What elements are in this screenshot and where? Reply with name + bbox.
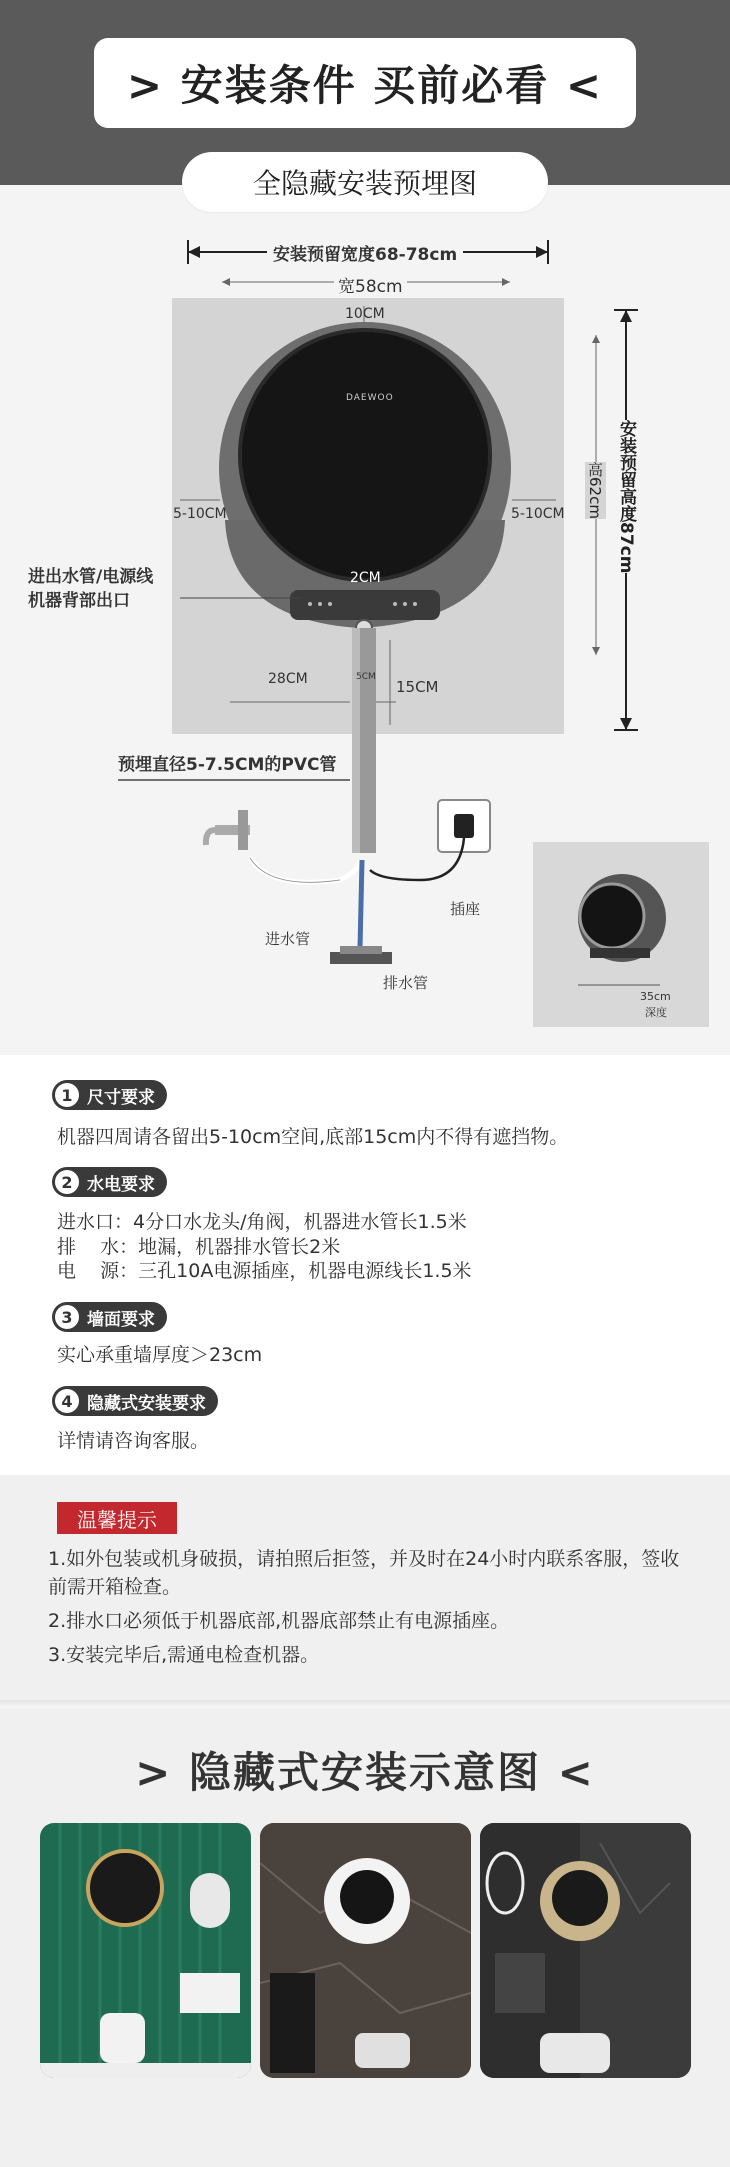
requirement-text: 排 水：地漏，机器排水管长2米 — [57, 1236, 341, 1258]
reserved-height-label: 安装预留高度87cm — [614, 420, 639, 573]
top-gap-label: 10CM — [345, 306, 385, 322]
requirement-heading — [52, 1167, 167, 1197]
pipe-width-label: 5CM — [356, 672, 376, 682]
install-illustration-title: > 隐藏式安装示意图 < — [135, 1748, 595, 1797]
bathroom-photo-dark — [480, 1823, 691, 2078]
tip-item: 3.安装完毕后,需通电检查机器。 — [48, 1644, 320, 1666]
drain-label: 排水管 — [383, 974, 429, 992]
requirement-text: 实心承重墙厚度＞23cm — [57, 1344, 263, 1366]
pipe-gap-label: 2CM — [350, 570, 381, 586]
requirement-title: 尺寸要求 — [87, 1087, 155, 1108]
requirement-text: 进水口：4分口水龙头/角阀，机器进水管长1.5米 — [57, 1211, 467, 1233]
tip-item: 2.排水口必须低于机器底部,机器底部禁止有电源插座。 — [48, 1610, 510, 1632]
tips-section — [0, 1475, 730, 1705]
bathroom-photo-green — [40, 1823, 251, 2078]
tip-item: 1.如外包装或机身破损，请拍照后拒签，并及时在24小时内联系客服，签收前需开箱检查。 — [48, 1548, 680, 1598]
section-divider — [0, 1700, 730, 1708]
pvc-pipe-label: 预埋直径5-7.5CM的PVC管 — [118, 755, 337, 775]
bottom-gap-label: 15CM — [396, 678, 439, 696]
brand-logo: DAEWOO — [346, 393, 394, 403]
requirement-number: 4 — [55, 1389, 79, 1413]
page-title: > 安装条件 买前必看 < — [94, 38, 636, 128]
pipe-exit-label: 进出水管/电源线 机器背部出口 — [28, 567, 154, 611]
inner-height-label: 高62cm — [586, 462, 604, 519]
requirement-text: 详情请咨询客服。 — [57, 1430, 210, 1452]
depth-label: 35cm — [640, 990, 671, 1003]
socket-label: 插座 — [450, 900, 481, 918]
requirement-text: 机器四周请各留出5-10cm空间,底部15cm内不得有遮挡物。 — [57, 1126, 569, 1148]
right-gap-label: 5-10CM — [511, 506, 565, 522]
requirement-number: 3 — [55, 1305, 79, 1329]
requirement-number: 2 — [55, 1170, 79, 1194]
requirement-title: 墙面要求 — [87, 1309, 155, 1330]
reserved-width-label: 安装预留宽度68-78cm — [267, 240, 463, 265]
requirement-heading — [52, 1302, 167, 1332]
inlet-label: 进水管 — [265, 930, 311, 948]
inner-width-label: 宽58cm — [334, 272, 407, 297]
depth-word: 深度 — [645, 1006, 667, 1019]
requirement-heading — [52, 1386, 218, 1416]
requirement-title: 水电要求 — [87, 1174, 155, 1195]
diagram-subtitle: 全隐藏安装预埋图 — [182, 152, 548, 212]
left-offset-label: 28CM — [268, 671, 308, 687]
bathroom-photo-marble — [260, 1823, 471, 2078]
requirement-text: 电 源：三孔10A电源插座，机器电源线长1.5米 — [57, 1260, 472, 1282]
requirement-number: 1 — [55, 1083, 79, 1107]
requirement-title: 隐藏式安装要求 — [87, 1393, 206, 1414]
left-gap-label: 5-10CM — [173, 506, 227, 522]
tips-badge: 温馨提示 — [57, 1502, 177, 1534]
requirement-heading — [52, 1080, 167, 1110]
machine-door — [240, 330, 490, 580]
